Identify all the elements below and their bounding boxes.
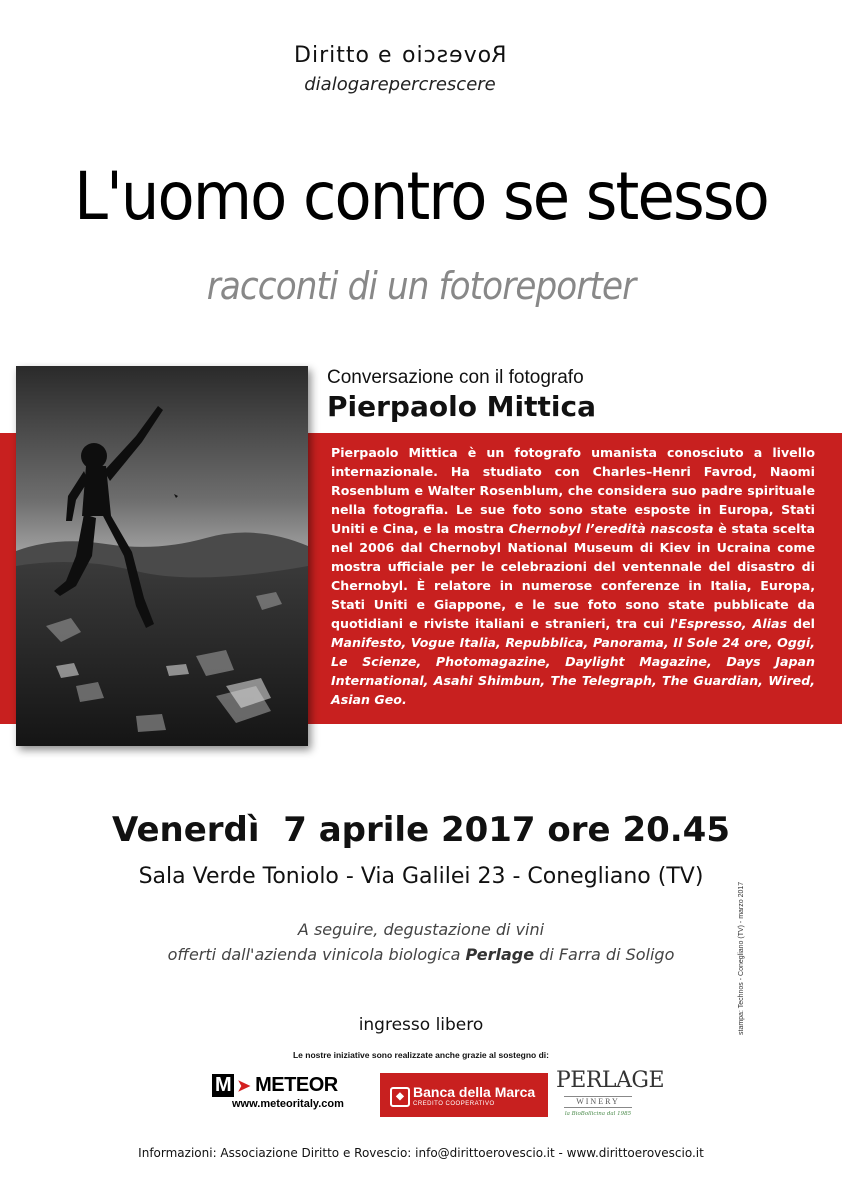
event-date: Venerdì 7 aprile 2017 ore 20.45 <box>112 810 730 850</box>
meteor-mark: M <box>212 1074 234 1097</box>
bio-text-1: Pierpaolo Mittica è un fotografo umanista conosciuto a livello internazionale. Ha studiato con Charles–Henri Favrod, Naomi Rosenblum e Walter Rosenblum, che considera suo padre spirituale nella fotografia. Le sue foto sono state esposte in Europa, Stati Uniti e Cina, e la mostra <box>331 445 815 536</box>
speaker-bio <box>331 443 815 709</box>
bio-exhibit-title: Chernobyl l’eredità nascosta <box>508 521 714 536</box>
tasting-line-2a: offerti dall'azienda vinicola biologica <box>167 945 466 964</box>
event-venue: Sala Verde Toniolo - Via Galilei 23 - Conegliano (TV) <box>138 864 704 889</box>
speaker-name: Pierpaolo Mittica <box>327 390 596 423</box>
sponsor-note: Le nostre iniziative sono realizzate anche grazie al sostegno di: <box>292 1050 549 1060</box>
tasting-line-2b: di Farra di Soligo <box>534 945 675 964</box>
bank-logo <box>380 1073 548 1117</box>
contact-info: Informazioni: Associazione Diritto e Rovescio: info@dirittoerovescio.it - www.dirittoerovescio.it <box>138 1146 704 1160</box>
event-subtitle: racconti di un fotoreporter <box>206 264 636 308</box>
meteor-name: METEOR <box>255 1074 338 1096</box>
print-credit: stampa: Technos - Conegliano (TV) - marzo 2017 <box>738 881 745 1035</box>
organization-motto: dialogarepercrescere <box>304 74 496 95</box>
event-title: L'uomo contro se stesso <box>74 158 768 235</box>
perlage-tagline: la BioBollicina dal 1985 <box>564 1111 632 1117</box>
free-entry: ingresso libero <box>358 1015 484 1035</box>
perlage-winery: WINERY <box>564 1096 632 1108</box>
tasting-brand: Perlage <box>465 945 535 964</box>
tasting-line-1: A seguire, degustazione di vini <box>297 920 545 939</box>
organization-name <box>0 43 800 68</box>
photo-image <box>16 366 308 746</box>
flame-icon: ➤ <box>237 1078 251 1095</box>
org-name-left: Diritto e <box>294 43 393 68</box>
bank-subtitle: CREDITO COOPERATIVO <box>413 1101 495 1107</box>
tasting-line-2 <box>0 942 842 967</box>
perlage-name: PERLAGE <box>556 1068 665 1093</box>
bio-text-2: è stata scelta nel 2006 dal Chernobyl National Museum di Kiev in Ucraina come mostra ufficiale per le celebrazioni del ventennale del disastro di Chernobyl. È relatore in numerose conferenze in Italia, Europa, Stati Uniti e Giappone, e le sue foto sono state pubblicate da quotidiani e riviste italiani e stranieri, tra cui <box>331 521 816 631</box>
conversation-label: Conversazione con il fotografo <box>327 367 584 388</box>
meteor-wordmark <box>212 1074 338 1097</box>
bank-name: Banca della Marca <box>413 1084 536 1100</box>
perlage-logo <box>556 1068 665 1126</box>
tasting-note <box>0 917 842 967</box>
bank-mark-icon: ◆ <box>390 1087 410 1107</box>
org-name-mirrored: Rovescio <box>400 43 506 68</box>
meteor-url: www.meteoritaly.com <box>232 1098 344 1110</box>
bio-publications-2: Manifesto, Vogue Italia, Repubblica, Panorama, Il Sole 24 ore, Oggi, Le Scienze, Photomagazine, Daylight Magazine, Days Japan International, Asahi Shimbun, The Telegraph, The Guardian, Wired, Asian Geo. <box>331 635 815 707</box>
meteor-logo <box>212 1072 372 1114</box>
speaker-photo <box>16 366 308 746</box>
bio-publications-1: l'Espresso, Alias <box>670 616 788 631</box>
bio-text-3: del <box>787 616 815 631</box>
